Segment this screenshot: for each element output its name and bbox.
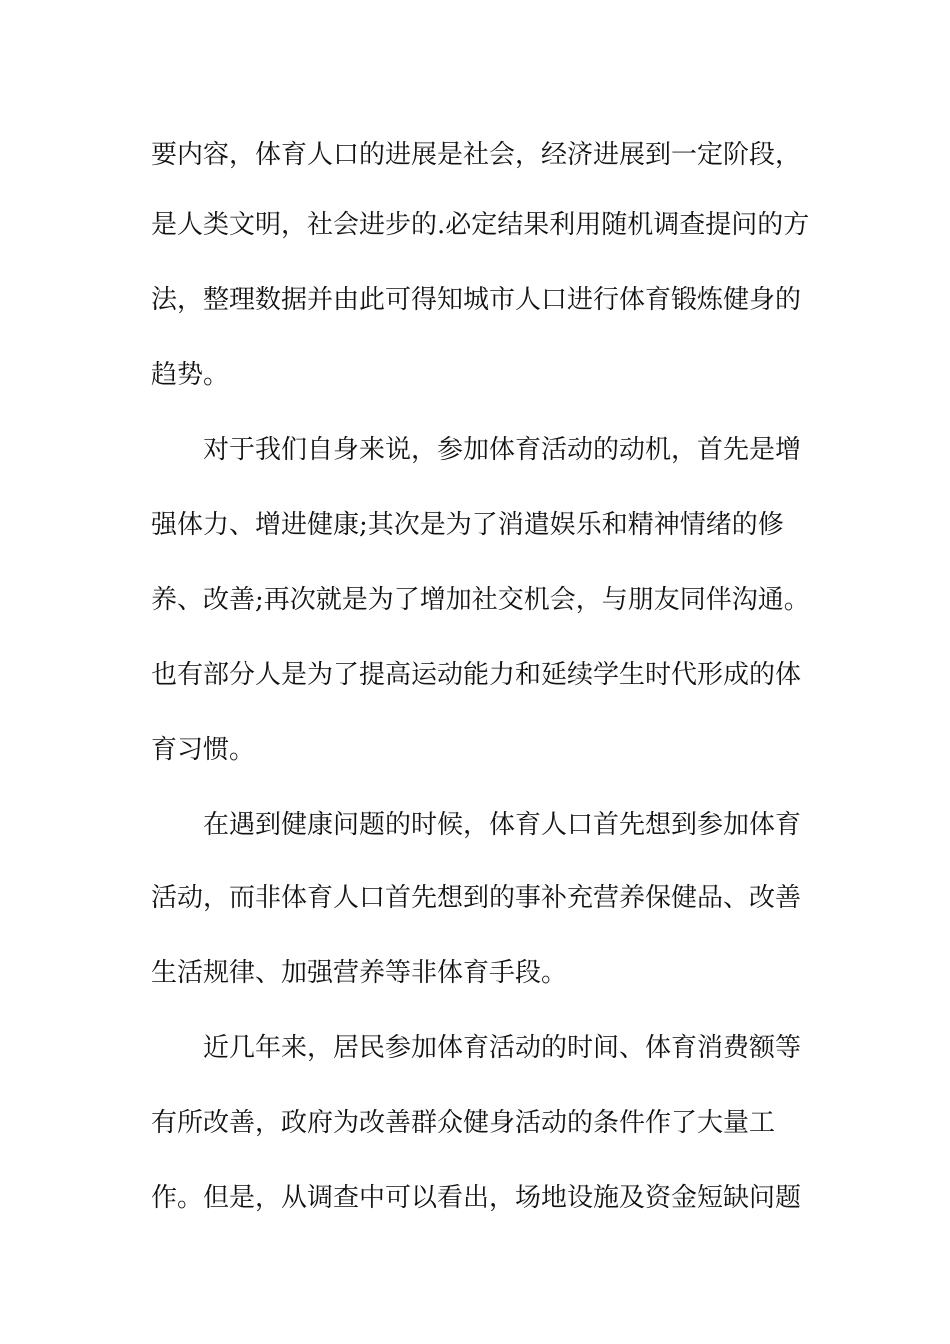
text-line: 育习惯。 bbox=[151, 735, 256, 765]
text-line: 作。但是，从调查中可以看出，场地设施及资金短缺问题 bbox=[151, 1183, 802, 1213]
text-line: 养、改善;再次就是为了增加社交机会，与朋友同伴沟通。 bbox=[151, 585, 810, 615]
text-line: 强体力、增进健康;其次是为了消遣娱乐和精神情绪的修 bbox=[151, 510, 784, 540]
text-line: 生活规律、加强营养等非体育手段。 bbox=[151, 958, 568, 988]
text-line: 要内容，体育人口的进展是社会，经济进展到一定阶段， bbox=[151, 140, 802, 170]
paragraph-first-line: 近几年来，居民参加体育活动的时间、体育消费额等 bbox=[203, 1033, 802, 1063]
text-line: 法，整理数据并由此可得知城市人口进行体育锻炼健身的 bbox=[151, 285, 802, 315]
text-line: 趋势。 bbox=[151, 360, 230, 390]
text-line: 是人类文明，社会进步的.必定结果利用随机调查提问的方 bbox=[151, 210, 810, 240]
paragraph-first-line: 对于我们自身来说，参加体育活动的动机，首先是增 bbox=[203, 435, 802, 465]
text-line: 活动，而非体育人口首先想到的事补充营养保健品、改善 bbox=[151, 883, 802, 913]
paragraph-first-line: 在遇到健康问题的时候，体育人口首先想到参加体育 bbox=[203, 810, 802, 840]
text-line: 也有部分人是为了提高运动能力和延续学生时代形成的体 bbox=[151, 660, 802, 690]
text-line: 有所改善，政府为改善群众健身活动的条件作了大量工 bbox=[151, 1108, 776, 1138]
